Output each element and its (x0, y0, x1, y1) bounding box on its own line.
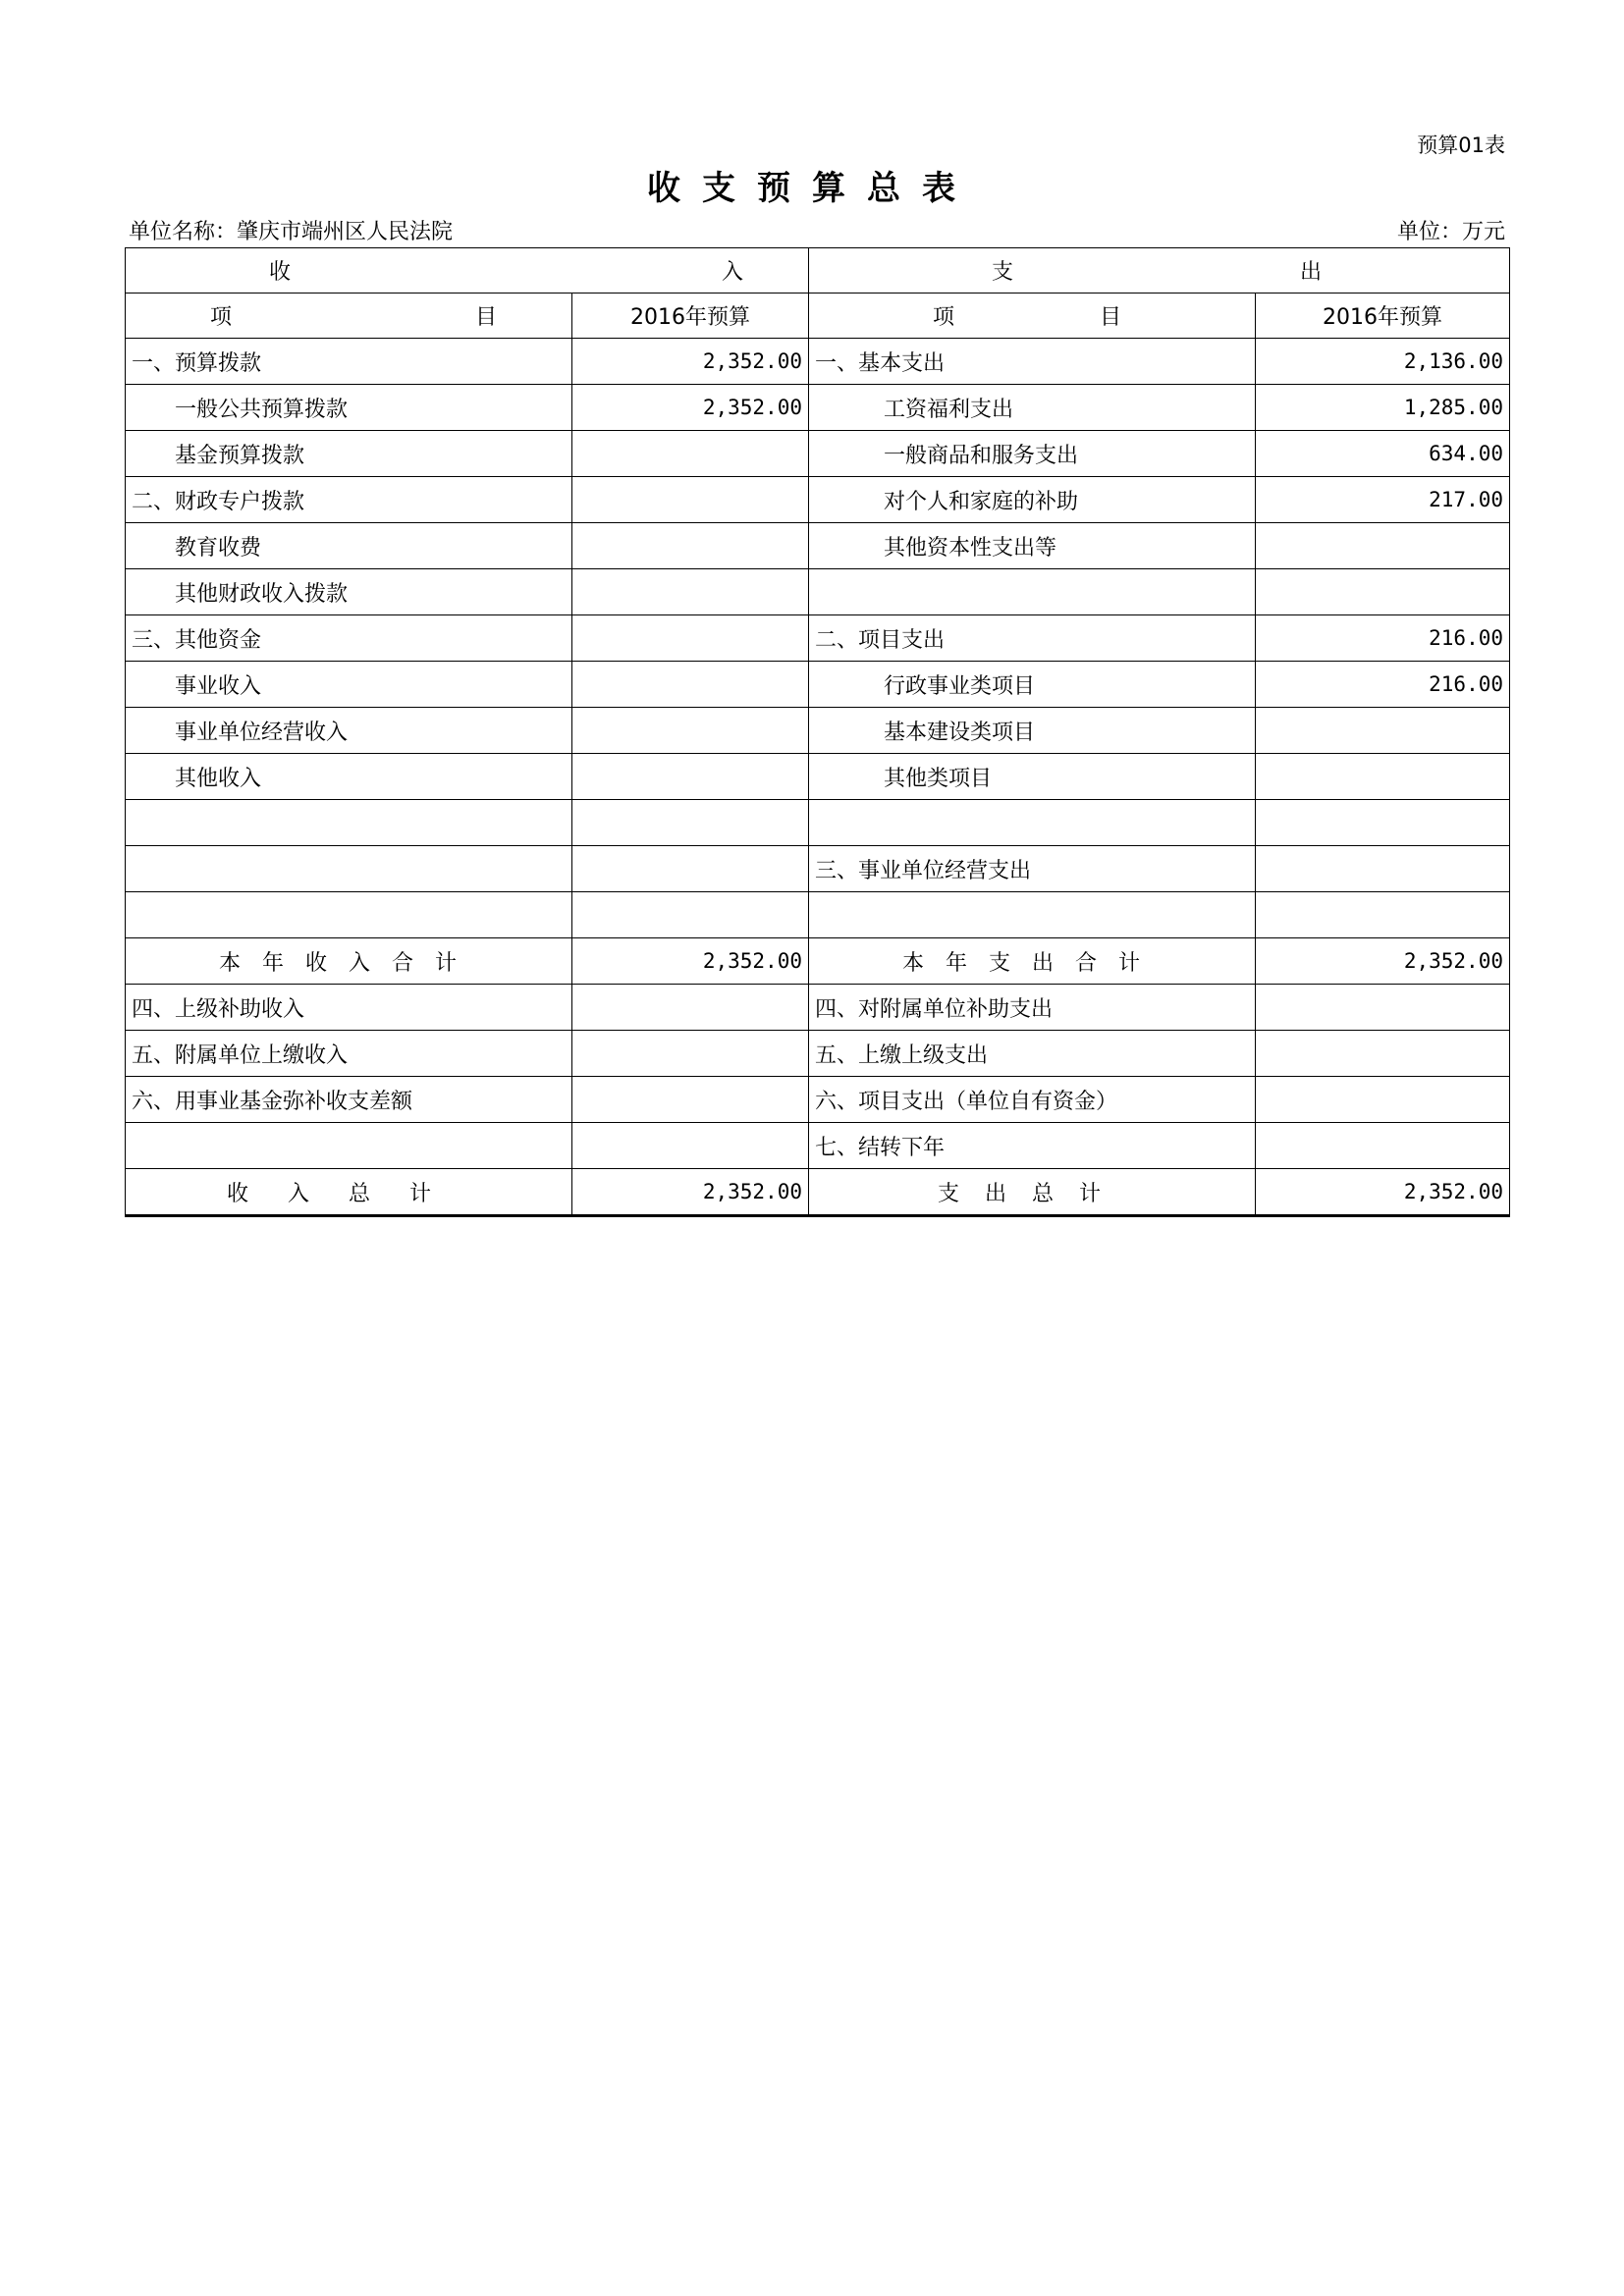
expense-value: 216.00 (1256, 615, 1510, 662)
unit-value: 万元 (1461, 220, 1505, 244)
income-value (572, 431, 809, 477)
table-row (126, 708, 1510, 754)
expense-value (1256, 800, 1510, 846)
income-value (572, 662, 809, 708)
income-header (126, 248, 809, 294)
table-row (126, 431, 1510, 477)
income-item: 教育收费 (126, 523, 572, 569)
income-item (126, 800, 572, 846)
income-item: 一般公共预算拨款 (126, 385, 572, 431)
table-row (126, 339, 1510, 385)
unit-name-label: 单位名称： (129, 220, 238, 244)
expense-value (1256, 846, 1510, 892)
income-item: 五、附属单位上缴收入 (126, 1031, 572, 1077)
expense-year-total-value: 2,352.00 (1256, 938, 1510, 985)
expense-value: 2,136.00 (1256, 339, 1510, 385)
income-value (572, 1031, 809, 1077)
year-total-row (126, 938, 1510, 985)
income-header-char-2: 入 (721, 260, 743, 285)
expense-item (809, 892, 1256, 938)
unit-name (129, 215, 453, 245)
expense-value: 634.00 (1256, 431, 1510, 477)
income-value: 2,352.00 (572, 385, 809, 431)
table-row (126, 662, 1510, 708)
unit-name-value: 肇庆市端州区人民法院 (237, 220, 454, 244)
expense-value (1256, 523, 1510, 569)
table-row (126, 985, 1510, 1031)
expense-value (1256, 892, 1510, 938)
income-value (572, 1077, 809, 1123)
item-header-char-2: 目 (474, 305, 497, 330)
expense-item: 工资福利支出 (809, 385, 1256, 431)
expense-item: 四、对附属单位补助支出 (809, 985, 1256, 1031)
expense-value (1256, 1077, 1510, 1123)
expense-grand-total-label: 支出总计 (809, 1169, 1256, 1216)
income-item: 一、预算拨款 (126, 339, 572, 385)
income-value (572, 985, 809, 1031)
expense-header (809, 248, 1510, 294)
income-value (572, 708, 809, 754)
expense-value (1256, 1031, 1510, 1077)
expense-item: 六、项目支出（单位自有资金） (809, 1077, 1256, 1123)
expense-item: 一般商品和服务支出 (809, 431, 1256, 477)
table-row (126, 523, 1510, 569)
expense-header-char-2: 出 (1299, 260, 1322, 285)
expense-value (1256, 754, 1510, 800)
income-item: 二、财政专户拨款 (126, 477, 572, 523)
expense-item: 三、事业单位经营支出 (809, 846, 1256, 892)
budget-table (125, 247, 1510, 1217)
unit-label: 单位： (1396, 220, 1462, 244)
expense-item: 七、结转下年 (809, 1123, 1256, 1169)
table-header-row (126, 248, 1510, 294)
doc-code: 预算01表 (1417, 133, 1505, 157)
table-row (126, 800, 1510, 846)
expense-item: 二、项目支出 (809, 615, 1256, 662)
expense-grand-total-value: 2,352.00 (1256, 1169, 1510, 1216)
expense-value: 217.00 (1256, 477, 1510, 523)
income-value (572, 846, 809, 892)
expense-item: 行政事业类项目 (809, 662, 1256, 708)
grand-total-row (126, 1169, 1510, 1216)
table-row (126, 754, 1510, 800)
table-row (126, 615, 1510, 662)
expense-item: 对个人和家庭的补助 (809, 477, 1256, 523)
income-item: 事业单位经营收入 (126, 708, 572, 754)
expense-value (1256, 1123, 1510, 1169)
expense-value (1256, 569, 1510, 615)
expense-value: 216.00 (1256, 662, 1510, 708)
table-row (126, 1123, 1510, 1169)
income-item: 四、上级补助收入 (126, 985, 572, 1031)
expense-item: 基本建设类项目 (809, 708, 1256, 754)
item-header-char-1: 项 (933, 305, 955, 330)
table-row (126, 1031, 1510, 1077)
expense-value (1256, 985, 1510, 1031)
income-item (126, 846, 572, 892)
income-value (572, 477, 809, 523)
item-header-char-1: 项 (210, 305, 233, 330)
income-grand-total-label: 收入总计 (126, 1169, 572, 1216)
expense-budget-header: 2016年预算 (1256, 294, 1510, 339)
income-value (572, 523, 809, 569)
expense-item (809, 569, 1256, 615)
income-year-total-value: 2,352.00 (572, 938, 809, 985)
income-item: 其他财政收入拨款 (126, 569, 572, 615)
income-item: 六、用事业基金弥补收支差额 (126, 1077, 572, 1123)
expense-item-header (809, 294, 1256, 339)
table-row (126, 569, 1510, 615)
income-item: 三、其他资金 (126, 615, 572, 662)
table-subheader-row (126, 294, 1510, 339)
income-year-total-label: 本年收入合计 (126, 938, 572, 985)
expense-item: 五、上缴上级支出 (809, 1031, 1256, 1077)
expense-item: 其他资本性支出等 (809, 523, 1256, 569)
income-value (572, 615, 809, 662)
income-item (126, 892, 572, 938)
income-item-header (126, 294, 572, 339)
expense-item: 其他类项目 (809, 754, 1256, 800)
unit-measure (1397, 215, 1505, 245)
expense-value: 1,285.00 (1256, 385, 1510, 431)
income-item (126, 1123, 572, 1169)
income-item: 事业收入 (126, 662, 572, 708)
income-value (572, 892, 809, 938)
item-header-char-2: 目 (1099, 305, 1121, 330)
income-value: 2,352.00 (572, 339, 809, 385)
income-value (572, 754, 809, 800)
page-title: 收支预算总表 (647, 169, 977, 208)
table-row (126, 892, 1510, 938)
expense-year-total-label: 本年支出合计 (809, 938, 1256, 985)
income-item: 其他收入 (126, 754, 572, 800)
income-grand-total-value: 2,352.00 (572, 1169, 809, 1216)
expense-item: 一、基本支出 (809, 339, 1256, 385)
income-value (572, 1123, 809, 1169)
expense-value (1256, 708, 1510, 754)
table-row (126, 846, 1510, 892)
income-value (572, 800, 809, 846)
table-row (126, 385, 1510, 431)
expense-header-char-1: 支 (992, 260, 1014, 285)
income-header-char-1: 收 (269, 260, 292, 285)
table-row (126, 1077, 1510, 1123)
income-value (572, 569, 809, 615)
table-row (126, 477, 1510, 523)
income-budget-header: 2016年预算 (572, 294, 809, 339)
expense-item (809, 800, 1256, 846)
income-item: 基金预算拨款 (126, 431, 572, 477)
